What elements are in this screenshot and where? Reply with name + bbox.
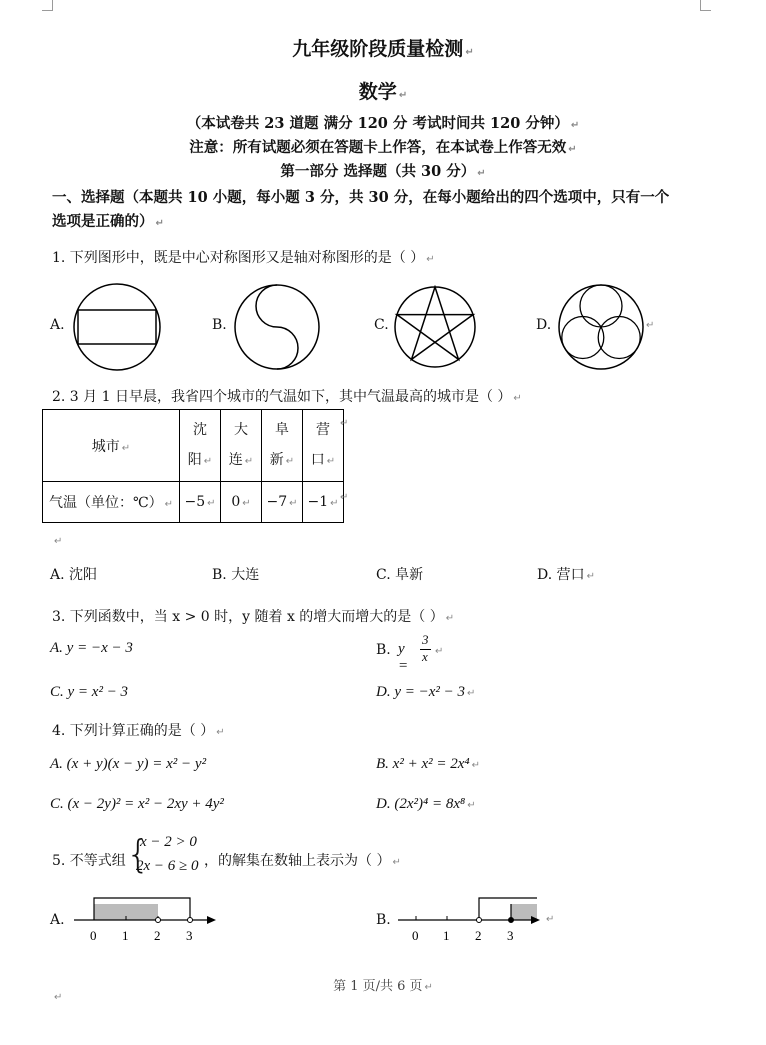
table-row	[43, 482, 344, 523]
table-cell-temp: −7 ↵	[262, 482, 303, 523]
table-return-mark: ↵	[340, 418, 349, 429]
q1-option-a-label: A.	[50, 317, 65, 333]
q4-option-d: D. (2x²)⁴ = 8x⁸ ↵	[376, 796, 476, 812]
q1-return-mark: ↵	[646, 320, 655, 331]
q1-figure-a	[72, 282, 162, 372]
q3-stem: 3. 下列函数中，当 x > 0 时，y 随着 x 的增大而增大的是（ ） ↵	[52, 609, 455, 625]
section-heading-line2: 选项是正确的） ↵	[52, 213, 164, 230]
axis-tick-label: 2	[475, 928, 482, 943]
q2-option-d: D. 营口 ↵	[537, 567, 596, 583]
return-mark: ↵	[435, 646, 444, 657]
q4-option-a: A. (x + y)(x − y) = x² − y²	[50, 756, 207, 772]
part-heading: 第一部分 选择题（共 30 分） ↵	[280, 163, 486, 180]
exam-notice: 注意：所有试题必须在答题卡上作答，在本试卷上作答无效 ↵	[189, 139, 577, 156]
q1-figure-b	[232, 282, 322, 372]
table-return-mark: ↵	[340, 492, 349, 503]
q5-stem-prefix: 5. 不等式组	[52, 853, 126, 869]
q3-option-b-lhs: y =	[398, 641, 409, 674]
q1-option-b-label: B.	[212, 317, 227, 333]
axis-tick-label: 0	[412, 928, 419, 943]
q5-return-mark: ↵	[546, 914, 555, 925]
q5-option-a-label: A.	[50, 912, 65, 928]
table-cell-temp: −5 ↵	[180, 482, 221, 523]
corner-mark-tl	[42, 0, 53, 11]
q5-number-line-a	[70, 890, 230, 950]
table-cell-city: 大 连 ↵	[221, 410, 262, 482]
section-heading-line1: 一、选择题（本题共 10 小题，每小题 3 分，共 30 分，在每小题给出的四个选项中，只有一个	[52, 189, 670, 206]
q1-stem: 1. 下列图形中，既是中心对称图形又是轴对称图形的是（ ） ↵	[52, 250, 435, 266]
q5-inequality-1: x − 2 > 0	[140, 834, 197, 850]
axis-tick-label: 2	[154, 928, 161, 943]
q5-number-line-b	[394, 890, 554, 950]
axis-tick-label: 0	[90, 928, 97, 943]
empty-line-mark: ↵	[54, 536, 63, 547]
axis-tick-label: 3	[186, 928, 193, 943]
table-header-temperature: 气温（单位：℃） ↵	[43, 482, 180, 523]
q2-option-c: C. 阜新	[376, 567, 424, 583]
q3-option-b-denominator: x	[422, 649, 428, 664]
q2-option-b: B. 大连	[212, 567, 260, 583]
q4-option-c: C. (x − 2y)² = x² − 2xy + 4y²	[50, 796, 224, 812]
table-cell-temp: −1 ↵	[303, 482, 344, 523]
table-cell-city: 营 口 ↵	[303, 410, 344, 482]
q3-option-d: D. y = −x² − 3 ↵	[376, 684, 476, 700]
q2-stem: 2. 3 月 1 日早晨，我省四个城市的气温如下，其中气温最高的城市是（ ） ↵	[52, 389, 522, 405]
q1-option-d-label: D.	[536, 317, 552, 333]
q5-inequality-2: 2x − 6 ≥ 0	[136, 858, 199, 874]
exam-subject: 数学 ↵	[358, 81, 408, 103]
exam-title: 九年级阶段质量检测 ↵	[292, 38, 474, 60]
q2-option-a: A. 沈阳	[50, 567, 98, 583]
q3-option-a: A. y = −x − 3	[50, 640, 133, 656]
exam-info: （本试卷共 23 道题 满分 120 分 考试时间共 120 分钟） ↵	[186, 115, 580, 132]
q4-option-b: B. x² + x² = 2x⁴ ↵	[376, 756, 480, 772]
q1-option-c-label: C.	[374, 317, 389, 333]
q3-option-b-label: B.	[376, 642, 391, 658]
axis-tick-label: 1	[122, 928, 129, 943]
q5-option-b-label: B.	[376, 912, 391, 928]
axis-tick-label: 3	[507, 928, 514, 943]
table-header-city: 城市 ↵	[43, 410, 180, 482]
q1-figure-c	[393, 285, 477, 369]
table-cell-temp: 0 ↵	[221, 482, 262, 523]
q3-option-b-numerator: 3	[422, 632, 429, 647]
page-footer: 第 1 页/共 6 页 ↵	[333, 979, 433, 994]
table-cell-city: 阜 新 ↵	[262, 410, 303, 482]
q1-figure-d	[556, 282, 646, 372]
table-cell-city: 沈 阳 ↵	[180, 410, 221, 482]
table-row	[43, 410, 344, 482]
q4-stem: 4. 下列计算正确的是（ ） ↵	[52, 723, 225, 739]
axis-tick-label: 1	[443, 928, 450, 943]
q3-option-c: C. y = x² − 3	[50, 684, 129, 700]
temperature-table	[42, 409, 344, 523]
corner-mark-tr	[700, 0, 711, 11]
q5-stem-suffix: ，的解集在数轴上表示为（ ） ↵	[204, 853, 401, 869]
empty-line-mark: ↵	[54, 992, 63, 1003]
brace-icon: {	[126, 832, 151, 876]
